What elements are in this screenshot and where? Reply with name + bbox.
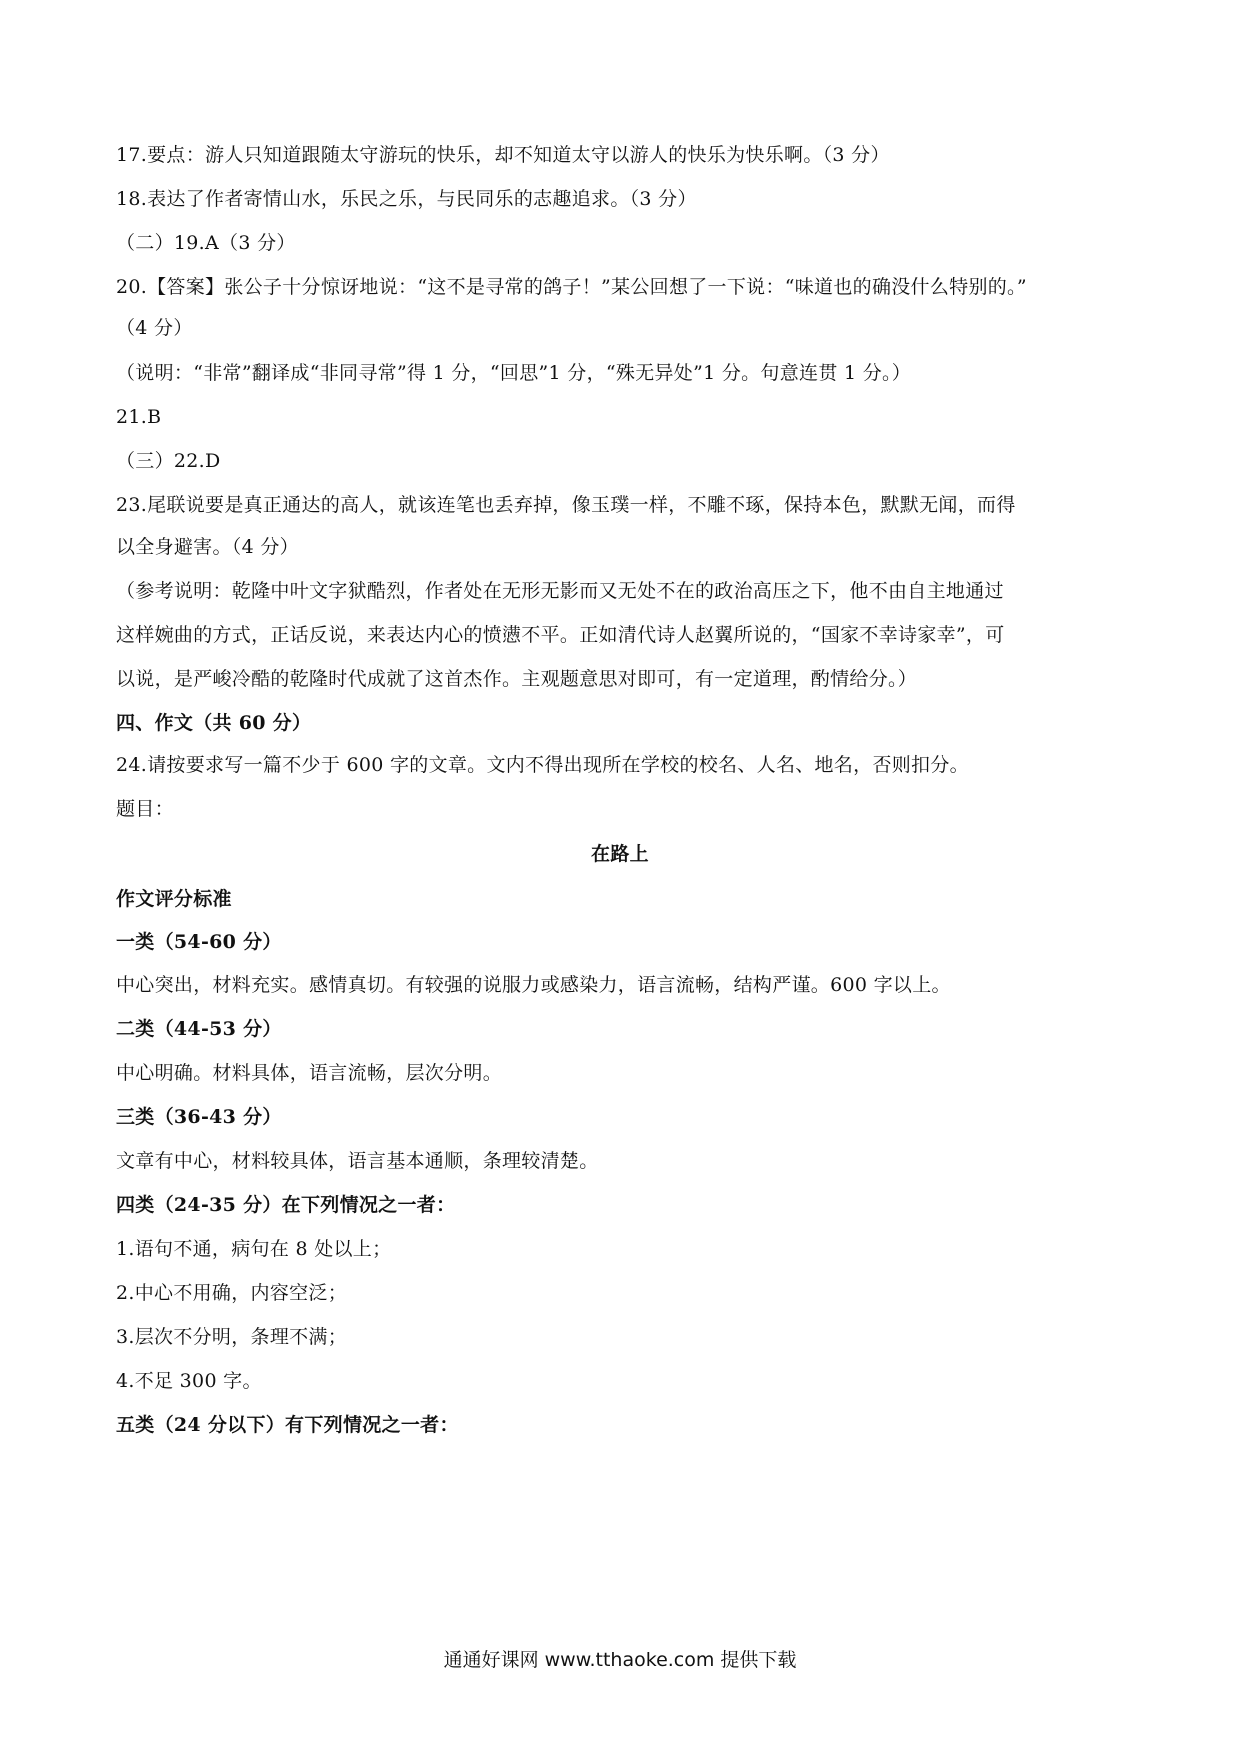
class2-desc: 中心明确。材料具体，语言流畅，层次分明。 (116, 1062, 503, 1084)
section-essay-title: 四、作文（共 60 分） (116, 712, 312, 734)
class1-title: 一类（54-60 分） (116, 931, 282, 953)
answer-23-note-line3: 以说，是严峻冷酷的乾隆时代成就了这首杰作。主观题意思对即可，有一定道理，酌情给分。） (116, 668, 918, 690)
answer-18: 18.表达了作者寄情山水，乐民之乐，与民同乐的志趣追求。（3 分） (116, 188, 697, 210)
essay-title: 在路上 (591, 843, 649, 865)
answer-17: 17.要点：游人只知道跟随太守游玩的快乐，却不知道太守以游人的快乐为快乐啊。（3 分） (116, 144, 890, 166)
answer-22: （三）22.D (116, 450, 221, 472)
class4-item: 2.中心不用确，内容空泛； (116, 1282, 348, 1304)
answer-20-line1: 20.【答案】张公子十分惊讶地说：“这不是寻常的鸽子！”某公回想了一下说：“味道也的确没什么特别的。” (116, 276, 1027, 298)
answer-20-note: （说明：“非常”翻译成“非同寻常”得 1 分，“回思”1 分，“殊无异处”1 分。句意连贯 1 分。） (116, 362, 912, 384)
answer-23-note-line1: （参考说明：乾隆中叶文字狱酷烈，作者处在无形无影而又无处不在的政治高压之下，他不由自主地通过 (116, 580, 1004, 602)
answer-21: 21.B (116, 406, 162, 428)
class3-desc: 文章有中心，材料较具体，语言基本通顺，条理较清楚。 (116, 1150, 599, 1172)
question-24: 24.请按要求写一篇不少于 600 字的文章。文内不得出现所在学校的校名、人名、地名，否则扣分。 (116, 754, 969, 776)
answer-23-note-line2: 这样婉曲的方式，正话反说，来表达内心的愤懑不平。正如清代诗人赵翼所说的，“国家不幸诗家幸”，可 (116, 624, 1005, 646)
footer-source-note: 通通好课网 www.tthaoke.com 提供下载 (443, 1649, 797, 1671)
answer-23-line2: 以全身避害。（4 分） (116, 536, 299, 558)
class2-title: 二类（44-53 分） (116, 1018, 282, 1040)
class3-title: 三类（36-43 分） (116, 1106, 282, 1128)
answer-20-line2: （4 分） (116, 317, 193, 339)
answer-19: （二）19.A（3 分） (116, 232, 296, 254)
essay-prompt-label: 题目： (116, 798, 174, 820)
class1-desc: 中心突出，材料充实。感情真切。有较强的说服力或感染力，语言流畅，结构严谨。600 字以上。 (116, 974, 951, 996)
class4-item: 3.层次不分明，条理不满； (116, 1326, 348, 1348)
criteria-title: 作文评分标准 (116, 888, 232, 910)
answer-23-line1: 23.尾联说要是真正通达的高人，就该连笔也丢弃掉，像玉璞一样，不雕不琢，保持本色，默默无闻，而得 (116, 494, 1016, 516)
class4-item: 4.不足 300 字。 (116, 1370, 262, 1392)
class5-title: 五类（24 分以下）有下列情况之一者： (116, 1414, 459, 1436)
class4-item: 1.语句不通，病句在 8 处以上； (116, 1238, 392, 1260)
class4-title: 四类（24-35 分）在下列情况之一者： (116, 1194, 456, 1216)
